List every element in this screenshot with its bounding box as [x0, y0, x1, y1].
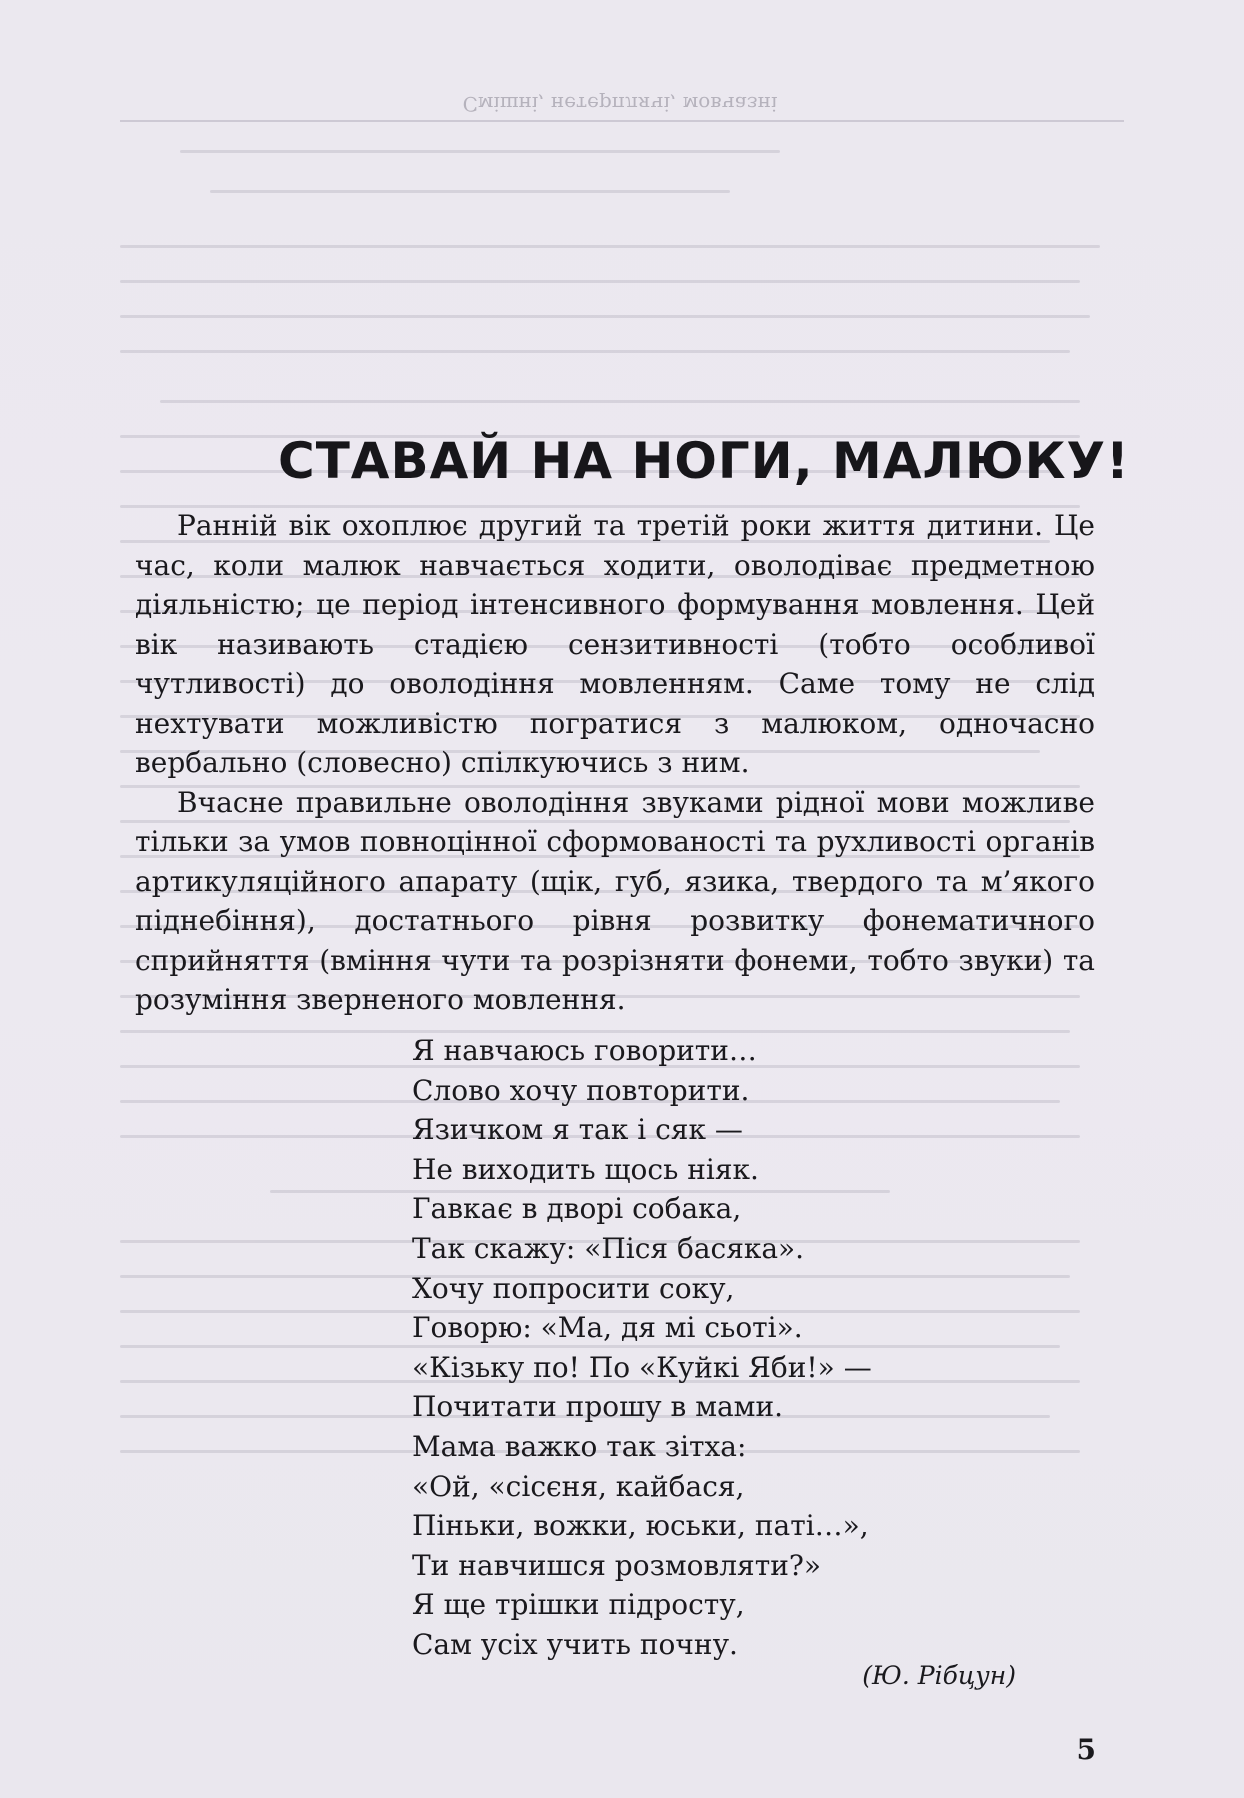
poem-line: Хочу попросити соку, — [412, 1271, 735, 1305]
poem-line: Говорю: «Ма, дя мі сьоті». — [412, 1311, 803, 1345]
poem-line: Сам усіх учить почну. — [412, 1627, 738, 1661]
poem-author: (Ю. Рібцун) — [862, 1661, 1016, 1690]
poem — [412, 1031, 1052, 1665]
page-number: 5 — [1076, 1733, 1096, 1766]
poem-line: Почитати прошу в мами. — [412, 1390, 784, 1424]
poem-line: «Кізьку по! По «Куйкі Яби!» — — [412, 1350, 872, 1384]
header-rule — [120, 120, 1124, 122]
paragraph: Ранній вік охоплює другий та третій роки життя дитини. Це час, коли малюк навчається ходити, оволодіває предметною діяльністю; це період інтенсивного формування мовлення. Цей вік називають стадією сензитивності (тобто особливої чутливості) до оволодіння мовленням. Саме тому не слід нехтувати можливістю погратися з малюком, одночасно вербально (словесно) спілкуючись з ним. — [135, 509, 1095, 779]
paragraph: Вчасне правильне оволодіння звуками рідної мови можливе тільки за умов повноцінної сформованості та рухливості органів артикуляційного апарату (щік, губ, язика, твердого та м’якого піднебіння), достатнього рівня розвитку фонематичного сприйняття (вміння чути та розрізняти фонеми, тобто звуки) та розуміння зверненого мовлення. — [135, 785, 1095, 1016]
section-title: СТАВАЙ НА НОГИ, МАЛЮКУ! — [278, 432, 1130, 490]
poem-line: «Ой, «сісєня, кайбася, — [412, 1469, 745, 1503]
body-text — [135, 506, 1095, 1020]
poem-line: Я навчаюсь говорити… — [412, 1034, 757, 1067]
running-head: Смішні, нетерплячі, мовчазні — [462, 92, 778, 116]
poem-line: Мама важко так зітха: — [412, 1429, 747, 1463]
poem-line: Я ще трішки підросту, — [412, 1588, 745, 1622]
poem-line: Не виходить щось ніяк. — [412, 1152, 759, 1186]
poem-line: Язичком я так і сяк — — [412, 1113, 743, 1147]
poem-line: Слово хочу повторити. — [412, 1073, 750, 1107]
poem-line: Піньки, вожки, юськи, паті…», — [412, 1509, 869, 1543]
poem-line: Так скажу: «Піся басяка». — [412, 1231, 805, 1265]
poem-line: Ти навчишся розмовляти?» — [412, 1548, 822, 1582]
poem-line: Гавкає в дворі собака, — [412, 1192, 742, 1226]
